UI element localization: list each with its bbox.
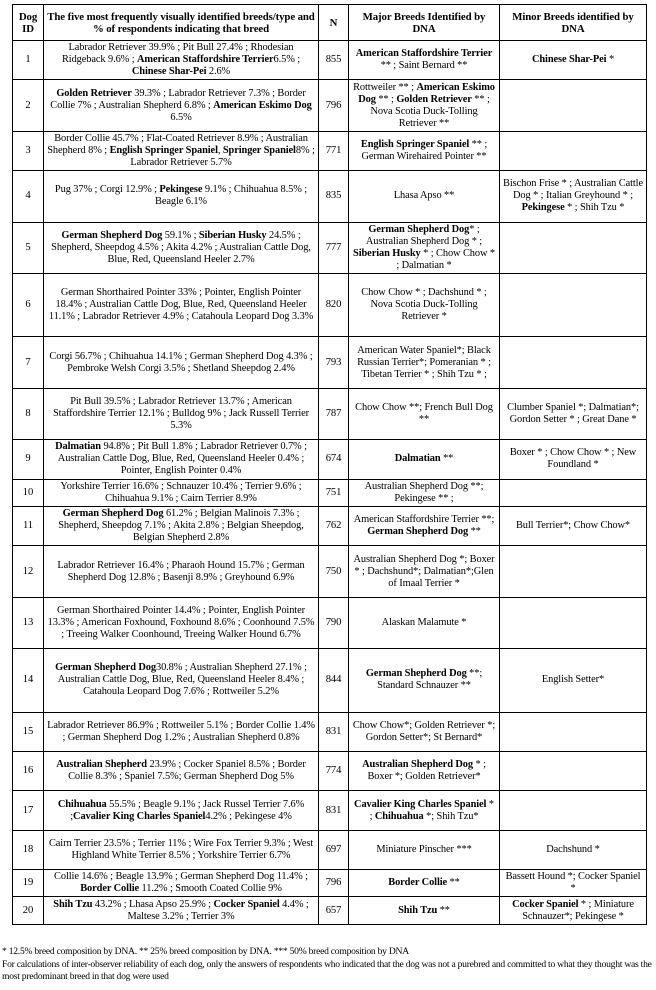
bold-breed-text: English Springer Spaniel	[360, 138, 470, 150]
cell-visual-breeds	[44, 440, 319, 479]
breed-text: *	[606, 54, 615, 66]
cell-minor-breeds	[500, 597, 647, 648]
cell-visual-breeds	[44, 649, 319, 713]
breed-text: 6.5% ;	[273, 54, 301, 66]
bold-breed-text: English Springer Spaniel	[109, 144, 218, 156]
breed-identification-table	[12, 4, 647, 925]
breed-text: Rottweiler ** ;	[353, 81, 417, 93]
cell-major-breeds	[349, 222, 500, 273]
breed-text: Corgi 56.7% ; Chihuahua 14.1% ; German Shepherd Dog 4.3% ; Pembroke Welsh Corgi 3.5% ; Shetland Sheepdog 2.4%	[49, 350, 313, 374]
cell-dog-id: 8	[13, 388, 44, 439]
cell-n: 750	[319, 546, 349, 597]
table-row	[13, 41, 647, 80]
table-row	[13, 80, 647, 131]
bold-breed-text: American Staffordshire Terrier	[355, 48, 493, 60]
breed-text: Border Collie 45.7% ; Flat-Coated Retriever 8.9% ; Australian Shepherd 8% ;	[47, 132, 308, 156]
breed-text: * ; Shih Tzu *	[564, 202, 625, 214]
table-row	[13, 273, 647, 337]
header-minor-breeds: Minor Breeds identified by DNA	[500, 5, 647, 41]
bold-breed-text: Chihuahua	[374, 810, 424, 822]
cell-major-breeds	[349, 830, 500, 869]
breed-text: 8% ; Labrador Retriever 5.7%	[130, 144, 315, 168]
breed-text: **	[437, 904, 450, 916]
cell-minor-breeds	[500, 273, 647, 337]
cell-minor-breeds	[500, 171, 647, 222]
breed-text: 30.8% ; Australian Shepherd 27.1% ; Australian Cattle Dog, Blue, Red, Queensland Heeler 8.4% ; Catahoula Leopard Dog 7.6% ; Rottweiler 5.2%	[57, 662, 307, 698]
cell-visual-breeds	[44, 337, 319, 388]
breed-text: American Staffordshire Terrier **;	[353, 514, 495, 526]
table-row	[13, 897, 647, 924]
breed-text: * ; Australian Shepherd Dog * ;	[365, 223, 483, 247]
cell-dog-id: 17	[13, 791, 44, 830]
breed-text: *; Shih Tzu*	[423, 810, 479, 822]
cell-minor-breeds	[500, 131, 647, 170]
bold-breed-text: German Shepherd Dog	[367, 526, 469, 538]
header-n: N	[319, 5, 349, 41]
cell-n: 762	[319, 506, 349, 545]
table-row	[13, 337, 647, 388]
cell-dog-id: 11	[13, 506, 44, 545]
cell-dog-id: 4	[13, 171, 44, 222]
breed-text: **; Standard Schnauzer **	[377, 668, 483, 692]
cell-major-breeds	[349, 649, 500, 713]
cell-n: 831	[319, 712, 349, 751]
cell-minor-breeds	[500, 791, 647, 830]
cell-dog-id: 13	[13, 597, 44, 648]
cell-visual-breeds	[44, 751, 319, 790]
bold-breed-text: German Shepherd Dog	[61, 229, 163, 241]
cell-minor-breeds	[500, 337, 647, 388]
breed-text: English Setter*	[541, 674, 605, 686]
table-row	[13, 830, 647, 869]
breed-text: 9.1% ; Chihuahua 8.5% ; Beagle 6.1%	[155, 184, 308, 208]
table-row	[13, 751, 647, 790]
cell-n: 657	[319, 897, 349, 924]
breed-text: * ;	[369, 798, 494, 822]
cell-n: 793	[319, 337, 349, 388]
cell-n: 831	[319, 791, 349, 830]
cell-n: 835	[319, 171, 349, 222]
cell-n: 774	[319, 751, 349, 790]
cell-dog-id: 10	[13, 479, 44, 506]
cell-dog-id: 16	[13, 751, 44, 790]
breed-text: **	[468, 526, 481, 538]
breed-text: Lhasa Apso **	[393, 190, 455, 202]
bold-breed-text: Shih Tzu	[398, 904, 438, 916]
breed-text: 39.3% ; Labrador Retriever 7.3% ; Border Collie 7% ; Australian Shepherd 6.8% ;	[50, 87, 306, 111]
bold-breed-text: Australian Shepherd Dog	[362, 759, 473, 771]
cell-minor-breeds	[500, 649, 647, 713]
cell-minor-breeds	[500, 830, 647, 869]
table-row	[13, 546, 647, 597]
breed-text: German Shorthaired Pointer 14.4% ; Pointer, English Pointer 13.3% ; American Foxhound, Foxhound 8.6% ; Coonhound 7.5% ; Treeing Walker Coonhound, Treeing Walker Hound 6.7%	[47, 604, 315, 640]
cell-major-breeds	[349, 506, 500, 545]
cell-minor-breeds	[500, 388, 647, 439]
breed-text: 59.1% ;	[162, 229, 199, 241]
breed-text: Bull Terrier*; Chow Chow*	[515, 520, 631, 532]
bold-breed-text: Border Collie	[388, 877, 448, 889]
bold-breed-text: Chinese Shar-Pei	[131, 66, 207, 78]
cell-dog-id: 9	[13, 440, 44, 479]
cell-minor-breeds	[500, 440, 647, 479]
breed-text: 24.5% ; Shepherd, Sheepdog 4.5% ; Akita 4.2% ; Australian Cattle Dog, Blue, Red, Queensland Heeler 2.7%	[51, 229, 311, 265]
bold-breed-text: Siberian Husky	[353, 247, 421, 259]
breed-text: Bassett Hound *; Cocker Spaniel *	[505, 871, 641, 895]
cell-major-breeds	[349, 712, 500, 751]
cell-dog-id: 2	[13, 80, 44, 131]
bold-breed-text: Chihuahua	[57, 798, 107, 810]
breed-text: Miniature Pinscher ***	[376, 843, 472, 855]
breed-text: Labrador Retriever 86.9% ; Rottweiler 5.1% ; Border Collie 1.4% ; German Shepherd Dog 1.2% ; Australian Shepherd 0.8%	[47, 719, 315, 743]
cell-minor-breeds	[500, 546, 647, 597]
cell-visual-breeds	[44, 273, 319, 337]
cell-n: 855	[319, 41, 349, 80]
cell-minor-breeds	[500, 80, 647, 131]
breed-text: ** ; Saint Bernard **	[380, 60, 468, 72]
breed-text: ** ; Nova Scotia Duck-Tolling Retriever **	[370, 93, 490, 129]
breed-text: Pug 37% ; Corgi 12.9% ;	[54, 184, 160, 196]
breed-text: German Shorthaired Pointer 33% ; Pointer, English Pointer 18.4% ; Australian Cattle Dog, Blue, Red, Queensland Heeler 11.1% ; Labrador Retriever 4.9% ; Catahoula Leopard Dog 3.3%	[48, 287, 314, 323]
cell-major-breeds	[349, 131, 500, 170]
bold-breed-text: American Staffordshire Terrier	[137, 54, 274, 66]
table-row	[13, 440, 647, 479]
breed-text: 11.2% ; Smooth Coated Collie 9%	[139, 883, 282, 895]
cell-major-breeds	[349, 171, 500, 222]
bold-breed-text: German Shepherd Dog	[365, 668, 467, 680]
cell-major-breeds	[349, 791, 500, 830]
breed-text: ** ;	[375, 93, 397, 105]
table-footer	[2, 946, 654, 984]
breed-text: Dachshund *	[546, 843, 600, 855]
cell-major-breeds	[349, 597, 500, 648]
breed-text: 4.4% ; Maltese 3.2% ; Terrier 3%	[127, 898, 309, 922]
cell-n: 796	[319, 80, 349, 131]
bold-breed-text: Cocker Spaniel	[512, 898, 579, 910]
cell-minor-breeds	[500, 479, 647, 506]
table-row	[13, 870, 647, 897]
cell-visual-breeds	[44, 506, 319, 545]
table-row	[13, 791, 647, 830]
cell-n: 790	[319, 597, 349, 648]
cell-minor-breeds	[500, 41, 647, 80]
bold-breed-text: Border Collie	[80, 883, 140, 895]
cell-major-breeds	[349, 440, 500, 479]
bold-breed-text: Dalmatian	[55, 441, 101, 453]
cell-visual-breeds	[44, 80, 319, 131]
bold-breed-text: Golden Retriever	[56, 87, 132, 99]
cell-dog-id: 3	[13, 131, 44, 170]
cell-minor-breeds	[500, 870, 647, 897]
cell-n: 674	[319, 440, 349, 479]
cell-n: 844	[319, 649, 349, 713]
bold-breed-text: American Eskimo Dog	[358, 81, 495, 105]
bold-breed-text: Pekingese	[159, 184, 203, 196]
cell-dog-id: 14	[13, 649, 44, 713]
breed-text: Australian Shepherd Dog *; Boxer * ; Dachshund*; Dalmatian*;Glen of Imaal Terrier *	[353, 553, 495, 589]
table-row	[13, 597, 647, 648]
bold-breed-text: German Shepherd Dog	[368, 223, 470, 235]
cell-visual-breeds	[44, 791, 319, 830]
cell-dog-id: 18	[13, 830, 44, 869]
footnote-note: For calculations of inter-observer reliability of each dog, only the answers of respondents who indicated that the dog was not a purebred and committed to what they thought was the most predominant breed in that dog were used	[2, 958, 652, 982]
breed-text: * ; Miniature Schnauzer*; Pekingese *	[522, 898, 634, 922]
cell-dog-id: 19	[13, 870, 44, 897]
cell-n: 796	[319, 870, 349, 897]
bold-breed-text: German Shepherd Dog	[62, 508, 164, 520]
table-row	[13, 222, 647, 273]
table-row	[13, 506, 647, 545]
bold-breed-text: American Eskimo Dog	[213, 99, 312, 111]
cell-n: 771	[319, 131, 349, 170]
breed-text: Australian Shepherd Dog **; Pekingese ** ;	[364, 480, 484, 504]
breed-text: Chow Chow **; French Bull Dog **	[355, 402, 493, 426]
table-row	[13, 649, 647, 713]
breed-text: Alaskan Malamute *	[381, 616, 467, 628]
breed-text: ** ; German Wirehaired Pointer **	[361, 138, 488, 162]
breed-text: Cairn Terrier 23.5% ; Terrier 11% ; Wire Fox Terrier 9.3% ; West Highland White Terrier 8.5% ; Yorkshire Terrier 6.7%	[48, 837, 314, 861]
cell-visual-breeds	[44, 222, 319, 273]
cell-major-breeds	[349, 751, 500, 790]
cell-dog-id: 6	[13, 273, 44, 337]
table-header-row	[13, 5, 647, 41]
breed-text: Clumber Spaniel *; Dalmatian*; Gordon Setter * ; Great Dane *	[507, 402, 639, 426]
breed-text: Yorkshire Terrier 16.6% ; Schnauzer 10.4% ; Terrier 9.6% ; Chihuahua 9.1% ; Cairn Terrier 8.9%	[60, 480, 302, 504]
breed-text: Boxer * ; Chow Chow * ; New Foundland *	[509, 447, 637, 471]
breed-text: Chow Chow*; Golden Retriever *; Gordon Setter*; St Bernard*	[352, 719, 496, 743]
bold-breed-text: Siberian Husky	[198, 229, 267, 241]
cell-n: 697	[319, 830, 349, 869]
bold-breed-text: Shih Tzu	[53, 898, 93, 910]
table-row	[13, 388, 647, 439]
cell-minor-breeds	[500, 506, 647, 545]
cell-major-breeds	[349, 273, 500, 337]
cell-major-breeds	[349, 870, 500, 897]
breed-text: Collie 14.6% ; Beagle 13.9% ; German Shepherd Dog 11.4% ;	[54, 871, 308, 883]
cell-dog-id: 12	[13, 546, 44, 597]
bold-breed-text: Cavalier King Charles Spaniel	[354, 798, 487, 810]
cell-visual-breeds	[44, 131, 319, 170]
footnote-legend: * 12.5% breed composition by DNA. ** 25% breed composition by DNA. *** 50% breed composition by DNA	[2, 946, 409, 957]
cell-n: 820	[319, 273, 349, 337]
bold-breed-text: Chinese Shar-Pei	[531, 54, 607, 66]
header-major-breeds: Major Breeds Identified by DNA	[349, 5, 500, 41]
bold-breed-text: German Shepherd Dog	[55, 662, 156, 674]
bold-breed-text: Springer Spaniel	[222, 144, 296, 156]
table-body	[13, 41, 647, 925]
breed-text: Pit Bull 39.5% ; Labrador Retriever 13.7% ; American Staffordshire Terrier 12.1% ; Bulldog 9% ; Jack Russell Terrier 5.3%	[53, 396, 309, 432]
cell-visual-breeds	[44, 388, 319, 439]
breed-text: 6.5%	[170, 111, 192, 123]
bold-breed-text: Golden Retriever	[396, 93, 472, 105]
cell-dog-id: 7	[13, 337, 44, 388]
cell-major-breeds	[349, 897, 500, 924]
breed-text: 55.5% ; Beagle 9.1% ; Jack Russel Terrier 7.6% ;	[70, 798, 305, 822]
breed-text: Bischon Frise * ; Australian Cattle Dog * ; Italian Greyhound * ;	[503, 178, 643, 202]
cell-minor-breeds	[500, 751, 647, 790]
breed-text: American Water Spaniel*; Black Russian Terrier*; Pomeranian * ; Tibetan Terrier * ; Shih Tzu * ;	[357, 344, 491, 380]
cell-n: 777	[319, 222, 349, 273]
cell-minor-breeds	[500, 712, 647, 751]
table-row	[13, 712, 647, 751]
table-row	[13, 479, 647, 506]
breed-text: 61.2% ; Belgian Malinois 7.3% ; Shepherd, Sheepdog 7.1% ; Akita 2.8% ; Belgian Sheepdog, Belgian Shepherd 2.8%	[58, 508, 304, 544]
cell-major-breeds	[349, 546, 500, 597]
cell-n: 751	[319, 479, 349, 506]
cell-visual-breeds	[44, 712, 319, 751]
breed-text: * ; Chow Chow * ; Dalmatian *	[396, 247, 495, 271]
cell-minor-breeds	[500, 897, 647, 924]
breed-text: 23.9% ; Cocker Spaniel 8.5% ; Border Collie 8.3% ; Spaniel 7.5%; German Shepherd Dog 5%	[68, 759, 306, 783]
table-row	[13, 131, 647, 170]
breed-text: 2.6%	[206, 66, 231, 78]
cell-dog-id: 15	[13, 712, 44, 751]
breed-text: Labrador Retriever 39.9% ; Pit Bull 27.4% ; Rhodesian Ridgeback 9.6% ;	[61, 42, 294, 66]
breed-text: 43.2% ; Lhasa Apso 25.9% ;	[92, 898, 214, 910]
table-row	[13, 171, 647, 222]
bold-breed-text: Cavalier King Charles Spaniel	[73, 810, 206, 822]
cell-visual-breeds	[44, 479, 319, 506]
breed-text: **	[447, 877, 460, 889]
cell-visual-breeds	[44, 830, 319, 869]
cell-visual-breeds	[44, 546, 319, 597]
cell-major-breeds	[349, 41, 500, 80]
cell-visual-breeds	[44, 171, 319, 222]
breed-text: 94.8% ; Pit Bull 1.8% ; Labrador Retriever 0.7% ; Australian Cattle Dog, Blue, Red, Queensland Heeler 0.4% ; Pointer, English Pointer 0.4%	[57, 441, 307, 477]
cell-n: 787	[319, 388, 349, 439]
cell-major-breeds	[349, 80, 500, 131]
breed-text: Labrador Retriever 16.4% ; Pharaoh Hound 15.7% ; German Shepherd Dog 12.8% ; Basenji 8.9% ; Greyhound 6.9%	[57, 559, 305, 583]
cell-visual-breeds	[44, 597, 319, 648]
cell-dog-id: 5	[13, 222, 44, 273]
cell-major-breeds	[349, 388, 500, 439]
cell-dog-id: 1	[13, 41, 44, 80]
bold-breed-text: Cocker Spaniel	[213, 898, 280, 910]
cell-visual-breeds	[44, 870, 319, 897]
breed-text: * ; Boxer *; Golden Retriever*	[367, 759, 486, 783]
cell-major-breeds	[349, 337, 500, 388]
breed-text: Chow Chow * ; Dachshund * ; Nova Scotia Duck-Tolling Retriever *	[361, 287, 487, 323]
header-visual-breeds: The five most frequently visually identified breeds/type and % of respondents indicating that breed	[44, 5, 319, 41]
cell-visual-breeds	[44, 41, 319, 80]
bold-breed-text: Australian Shepherd	[56, 759, 147, 771]
cell-major-breeds	[349, 479, 500, 506]
bold-breed-text: Dalmatian	[394, 453, 441, 465]
breed-text: 4.2% ; Pekingese 4%	[205, 810, 292, 822]
bold-breed-text: Pekingese	[521, 202, 565, 214]
cell-minor-breeds	[500, 222, 647, 273]
cell-visual-breeds	[44, 897, 319, 924]
cell-dog-id: 20	[13, 897, 44, 924]
breed-text: ,	[217, 144, 223, 156]
header-dog-id: Dog ID	[13, 5, 44, 41]
breed-text: **	[440, 453, 454, 465]
